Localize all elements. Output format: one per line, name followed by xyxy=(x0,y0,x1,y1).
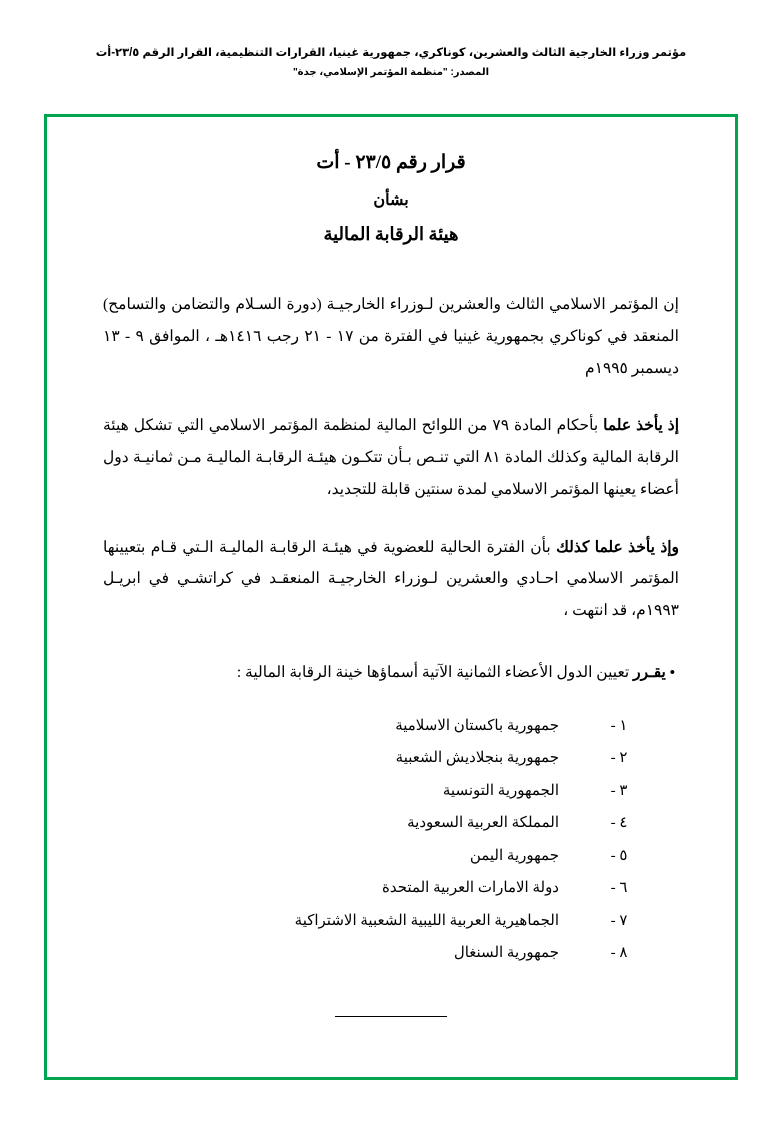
paragraph-text-1: بأحكام المادة ٧٩ من اللوائح المالية لمنظمة المؤتمر الاسلامي التي تشكل هيئة الرقابة المالية وكذلك المادة ٨١ التي تنـص بـأن تتكـون هيئـة الرقابـة الماليـة مـن ثمانيـة دول أعضاء يعينها المؤتمر الاسلامي لمدة سنتين قابلة للتجديد، xyxy=(103,417,679,498)
list-item xyxy=(103,742,679,775)
list-item-label: جمهورية السنغال xyxy=(453,945,559,962)
paragraph-taking-note-2 xyxy=(103,532,679,627)
resolution-topic: هيئة الرقابة المالية xyxy=(323,224,459,244)
list-item xyxy=(103,905,679,938)
paragraph-lead-in-1: إذ يأخذ علما xyxy=(603,417,680,435)
list-item xyxy=(103,840,679,873)
title-block xyxy=(103,151,679,245)
resolution-subject-label: بشأن xyxy=(373,192,409,209)
list-item xyxy=(103,775,679,808)
bullet-marker: • xyxy=(669,664,675,681)
document-body xyxy=(47,117,735,1037)
header-source-line: المصدر: "منظمة المؤتمر الإسلامي، جدة" xyxy=(292,66,490,78)
document-frame xyxy=(44,114,738,1080)
list-item-number: ١ - xyxy=(610,717,628,734)
paragraph-taking-note-1 xyxy=(103,410,679,505)
paragraph-lead-in-2: وإذ يأخذ علما كذلك xyxy=(556,538,680,556)
running-header xyxy=(0,0,782,78)
list-item-label: المملكة العربية السعودية xyxy=(407,815,559,832)
list-item-label: جمهورية اليمن xyxy=(469,847,559,864)
list-item-number: ٤ - xyxy=(610,815,628,832)
list-item xyxy=(103,872,679,905)
decision-text: تعيين الدول الأعضاء الثمانية الآتية أسماؤها خينة الرقابة المالية : xyxy=(236,663,630,681)
end-of-document-rule xyxy=(335,1016,447,1017)
list-item-number: ٨ - xyxy=(610,945,628,962)
list-item xyxy=(103,937,679,970)
list-item-label: الجماهيرية العربية الليبية الشعبية الاشتراكية xyxy=(294,912,559,929)
header-citation-line: مؤتمر وزراء الخارجية الثالث والعشرين، كوناكري، جمهورية غينيا، القرارات التنظيمية، القرار الرقم ٢٣/٥-أت xyxy=(95,47,687,59)
decision-verb: يقـرر xyxy=(633,663,666,681)
paragraph-preamble: إن المؤتمر الاسلامي الثالث والعشرين لـوزراء الخارجيـة (دورة السـلام والتضامن والتسامح) المنعقد في كوناكري بجمهورية غينيا في الفترة من ١٧ - ٢١ رجب ١٤١٦هـ ، الموافق ٩ - ١٣ ديسمبر ١٩٩٥م xyxy=(103,296,679,377)
list-item xyxy=(103,807,679,840)
paragraph-text-2: بأن الفترة الحالية للعضوية في هيئـة الرقابـة الماليـة الـتي قـام بتعيينها المؤتمر الاسلامي احـادي والعشرين لـوزراء الخارجيـة المنعقـد في كراتشـي في ابريـل ١٩٩٣م، قد انتهت ، xyxy=(103,538,679,620)
list-item-number: ٧ - xyxy=(610,912,628,929)
resolution-number-title: قرار رقم ٢٣/٥ - أت xyxy=(316,152,466,173)
list-item-label: جمهورية بنجلاديش الشعبية xyxy=(395,750,559,767)
list-item-number: ٦ - xyxy=(610,880,628,897)
list-item xyxy=(103,710,679,743)
list-item-label: جمهورية باكستان الاسلامية xyxy=(395,717,559,734)
list-item-label: دولة الامارات العربية المتحدة xyxy=(382,880,559,897)
decision-clause xyxy=(103,657,679,688)
list-item-number: ٢ - xyxy=(610,750,628,767)
list-item-number: ٥ - xyxy=(610,847,628,864)
list-item-label: الجمهورية التونسية xyxy=(442,782,559,799)
member-states-list xyxy=(103,710,679,970)
list-item-number: ٣ - xyxy=(610,782,628,799)
